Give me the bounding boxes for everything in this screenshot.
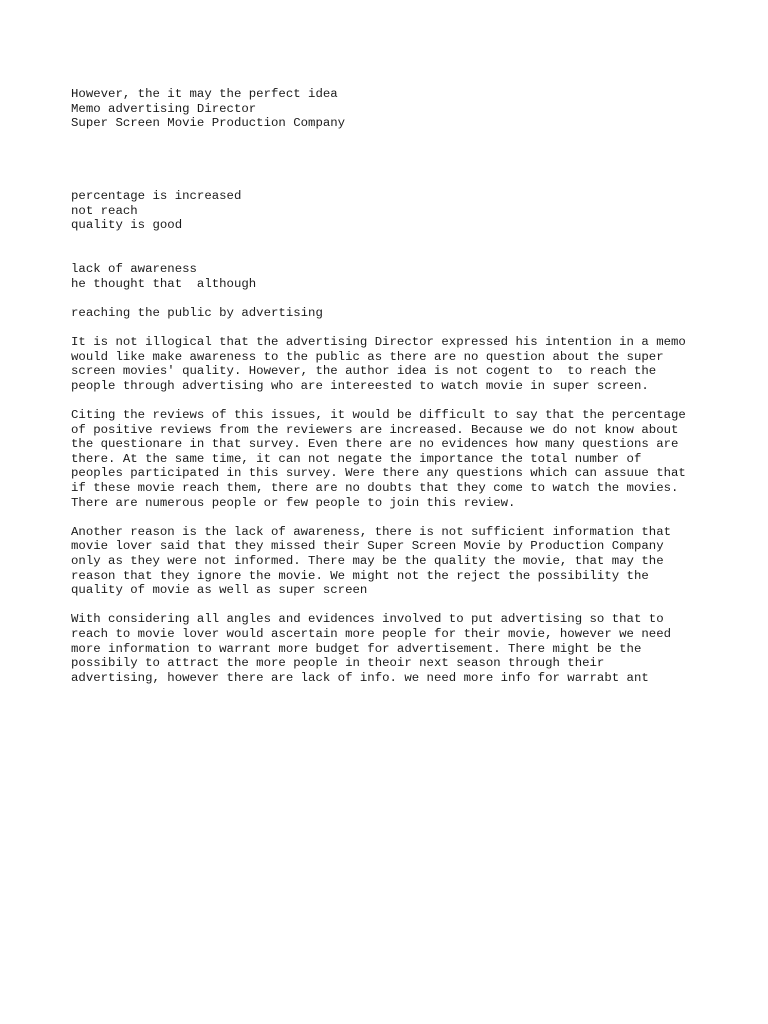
note-line: reaching the public by advertising bbox=[71, 305, 323, 320]
notes-group bbox=[71, 189, 731, 233]
paragraph-line: Another reason is the lack of awareness, there is not sufficient information that bbox=[71, 524, 672, 539]
paragraph-line: only as they were not informed. There may be the quality the movie, that may the bbox=[71, 554, 664, 569]
paragraph-line: There are numerous people or few people to join this review. bbox=[71, 495, 516, 510]
paragraph-line: peoples participated in this survey. Were there any questions which can assuue that bbox=[71, 466, 686, 481]
spacer bbox=[71, 233, 731, 262]
paragraph-line: Citing the reviews of this issues, it would be difficult to say that the percentage bbox=[71, 408, 686, 423]
paragraph bbox=[71, 612, 731, 685]
paragraph bbox=[71, 335, 731, 393]
paragraph-line: the questionare in that survey. Even there are no evidences how many questions are bbox=[71, 437, 679, 452]
paragraph bbox=[71, 525, 731, 598]
header-lines bbox=[71, 87, 731, 131]
note-line: percentage is increased bbox=[71, 189, 242, 204]
header-line: Super Screen Movie Production Company bbox=[71, 116, 346, 131]
note-line: not reach bbox=[71, 203, 138, 218]
paragraph-line: there. At the same time, it can not negate the importance the total number of bbox=[71, 451, 642, 466]
paragraph-line: possibily to attract the more people in theoir next season through their bbox=[71, 656, 605, 671]
paragraph-line: people through advertising who are intereested to watch movie in super screen. bbox=[71, 378, 649, 393]
spacer bbox=[71, 510, 731, 525]
paragraph-line: advertising, however there are lack of info. we need more info for warrabt ant bbox=[71, 670, 649, 685]
notes-group bbox=[71, 306, 731, 321]
paragraph-line: of positive reviews from the reviewers are increased. Because we do not know about bbox=[71, 422, 679, 437]
note-line: he thought that although bbox=[71, 276, 257, 291]
document-body bbox=[71, 87, 731, 685]
spacer bbox=[71, 321, 731, 336]
spacer bbox=[71, 598, 731, 613]
paragraph-line: reason that they ignore the movie. We might not the reject the possibility the bbox=[71, 568, 649, 583]
paragraph-line: quality of movie as well as super screen bbox=[71, 583, 368, 598]
paragraph-line: movie lover said that they missed their Super Screen Movie by Production Company bbox=[71, 539, 664, 554]
paragraph-line: It is not illogical that the advertising Director expressed his intention in a memo bbox=[71, 335, 686, 350]
spacer bbox=[71, 175, 731, 190]
paragraph-line: would like make awareness to the public as there are no question about the super bbox=[71, 349, 664, 364]
paragraph bbox=[71, 408, 731, 510]
spacer bbox=[71, 131, 731, 175]
paragraph-line: reach to movie lover would ascertain more people for their movie, however we need bbox=[71, 626, 672, 641]
header-line: However, the it may the perfect idea bbox=[71, 87, 338, 101]
header-line: Memo advertising Director bbox=[71, 101, 257, 116]
notes-group bbox=[71, 262, 731, 291]
paragraph-line: more information to warrant more budget for advertisement. There might be the bbox=[71, 641, 642, 656]
paragraph-line: With considering all angles and evidences involved to put advertising so that to bbox=[71, 612, 664, 627]
note-line: lack of awareness bbox=[71, 262, 197, 277]
note-line: quality is good bbox=[71, 218, 183, 233]
paragraph-line: if these movie reach them, there are no doubts that they come to watch the movies. bbox=[71, 481, 679, 496]
spacer bbox=[71, 393, 731, 408]
spacer bbox=[71, 291, 731, 306]
paragraph-line: screen movies' quality. However, the author idea is not cogent to to reach the bbox=[71, 364, 657, 379]
